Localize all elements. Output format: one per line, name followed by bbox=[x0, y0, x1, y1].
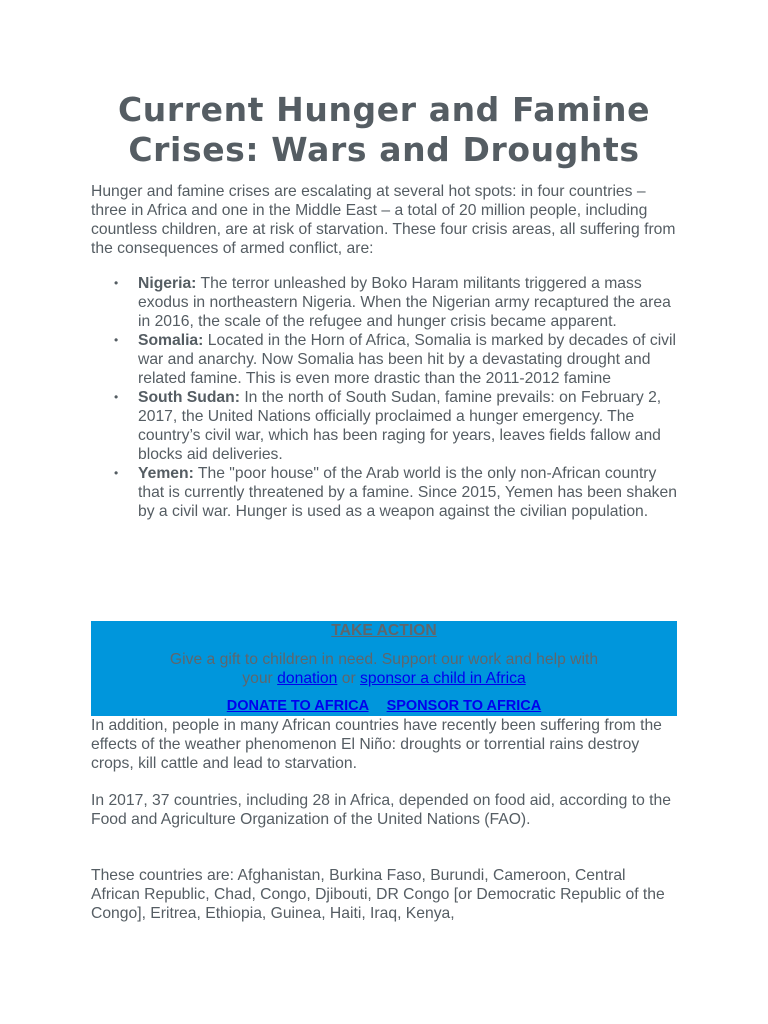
el-nino-paragraph: In addition, people in many African countries have recently been suffering from the effects of the weather phenomenon El Niño: droughts or torrential rains destroy crops, kill cattle and lead to starvation. bbox=[91, 717, 662, 772]
bullet-icon: • bbox=[114, 276, 119, 290]
title-line-2: Crises: Wars and Droughts bbox=[128, 130, 640, 169]
crisis-item-south-sudan bbox=[91, 388, 677, 464]
crisis-text: In the north of South Sudan, famine prevails: on February 2, 2017, the United Nations officially proclaimed a hunger emergency. The country’s civil war, which has been raging for years, leaves fields fallow and blocks aid deliveries. bbox=[138, 389, 662, 463]
take-action-text-before: your bbox=[242, 670, 273, 687]
take-action-text-or: or bbox=[341, 670, 356, 687]
crisis-list bbox=[91, 274, 677, 521]
page-title bbox=[81, 90, 687, 170]
intro-paragraph: Hunger and famine crises are escalating at several hot spots: in four countries – three in Africa and one in the Middle East – a total of 20 million people, including countless children, are at risk of starvation. These four crisis areas, all suffering from the consequences of armed conflict, are: bbox=[91, 183, 676, 257]
donation-link[interactable]: donation bbox=[277, 670, 338, 687]
sponsor-child-link[interactable]: sponsor a child in Africa bbox=[360, 670, 526, 687]
bullet-icon: • bbox=[114, 333, 119, 347]
cta-button-row bbox=[91, 697, 677, 716]
crisis-text: The terror unleashed by Boko Haram militants triggered a mass exodus in northeastern Nigeria. When the Nigerian army recaptured the area in 2016, the scale of the refugee and hunger crisis became apparent. bbox=[138, 275, 671, 330]
crisis-name: Nigeria: bbox=[138, 275, 197, 292]
bullet-icon: • bbox=[114, 466, 119, 480]
crisis-text: Located in the Horn of Africa, Somalia is marked by decades of civil war and anarchy. Now Somalia has been hit by a devastating drought and related famine. This is even more drastic than the 2011-2012 famine bbox=[138, 332, 676, 387]
crisis-item-yemen bbox=[91, 464, 677, 521]
take-action-box bbox=[91, 621, 677, 716]
crisis-name: South Sudan: bbox=[138, 389, 240, 406]
crisis-text: The "poor house" of the Arab world is the only non-African country that is currently threatened by a famine. Since 2015, Yemen has been shaken by a civil war. Hunger is used as a weapon against the civilian population. bbox=[138, 465, 677, 520]
countries-paragraph: These countries are: Afghanistan, Burkina Faso, Burundi, Cameroon, Central African Republic, Chad, Congo, Djibouti, DR Congo [or Democratic Republic of the Congo], Eritrea, Ethiopia, Guinea, Haiti, Iraq, Kenya, bbox=[91, 867, 665, 922]
donate-to-africa-button[interactable]: DONATE TO AFRICA bbox=[226, 698, 369, 714]
take-action-heading: TAKE ACTION bbox=[331, 622, 437, 639]
crisis-item-somalia bbox=[91, 331, 677, 388]
bullet-icon: • bbox=[114, 390, 119, 404]
title-line-1: Current Hunger and Famine bbox=[117, 90, 651, 129]
food-aid-paragraph: In 2017, 37 countries, including 28 in Africa, depended on food aid, according to the Food and Agriculture Organization of the United Nations (FAO). bbox=[91, 792, 671, 828]
crisis-name: Yemen: bbox=[138, 465, 194, 482]
crisis-name: Somalia: bbox=[138, 332, 204, 349]
crisis-item-nigeria bbox=[91, 274, 677, 331]
sponsor-to-africa-button[interactable]: SPONSOR TO AFRICA bbox=[386, 698, 542, 714]
take-action-text bbox=[91, 650, 677, 688]
take-action-text-line1: Give a gift to children in need. Support our work and help with bbox=[169, 651, 599, 668]
